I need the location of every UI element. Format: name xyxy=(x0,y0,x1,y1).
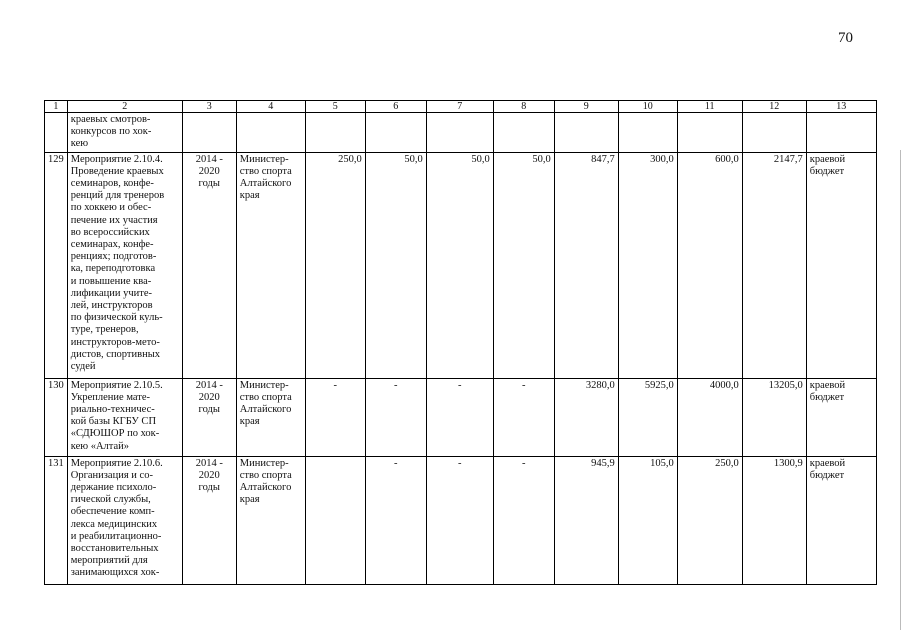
header-cell: 3 xyxy=(182,101,236,113)
table-cell xyxy=(426,113,493,153)
executor-cell: Министер- ство спорта Алтайского края xyxy=(236,152,305,378)
funding-source-cell: краевой бюджет xyxy=(806,378,876,456)
value-cell: 50,0 xyxy=(426,152,493,378)
header-cell: 12 xyxy=(742,101,806,113)
row-number-cell: 130 xyxy=(45,378,68,456)
value-cell: - xyxy=(426,456,493,584)
activity-name-cell: Мероприятие 2.10.5. Укрепление мате- риально-техничес- кой базы КГБУ СП «СДЮШОР по хок- кею «Алтай» xyxy=(67,378,182,456)
total-cell: 2147,7 xyxy=(742,152,806,378)
table-cell xyxy=(554,113,618,153)
header-cell: 11 xyxy=(677,101,742,113)
executor-cell: Министер- ство спорта Алтайского края xyxy=(236,378,305,456)
value-cell: 50,0 xyxy=(365,152,426,378)
funding-source-cell: краевой бюджет xyxy=(806,152,876,378)
table-row xyxy=(45,152,877,378)
table-row xyxy=(45,378,877,456)
funding-source-cell: краевой бюджет xyxy=(806,456,876,584)
header-cell: 1 xyxy=(45,101,68,113)
header-cell: 8 xyxy=(493,101,554,113)
period-cell: 2014 - 2020 годы xyxy=(182,152,236,378)
row-number-cell: 131 xyxy=(45,456,68,584)
budget-table xyxy=(44,100,877,585)
scan-edge-line xyxy=(900,150,901,630)
total-cell: 13205,0 xyxy=(742,378,806,456)
value-cell: - xyxy=(493,378,554,456)
executor-cell: Министер- ство спорта Алтайского края xyxy=(236,456,305,584)
value-cell: - xyxy=(365,456,426,584)
period-cell: 2014 - 2020 годы xyxy=(182,456,236,584)
table-cell xyxy=(182,113,236,153)
value-cell: 600,0 xyxy=(677,152,742,378)
value-cell: 105,0 xyxy=(618,456,677,584)
table-cell xyxy=(236,113,305,153)
value-cell: 250,0 xyxy=(305,152,365,378)
table-row-continuation xyxy=(45,113,877,153)
activity-name-cell: Мероприятие 2.10.4. Проведение краевых семинаров, конфе- ренций для тренеров по хоккею и обес- печение их участия во всероссийских семинарах, конфе- ренциях; подготов- ка, переподготовка и повышение ква- лификации учите- лей, инструкторов по физической куль- туре, тренеров, инструкторов-мето- дистов, спортивных судей xyxy=(67,152,182,378)
value-cell: 3280,0 xyxy=(554,378,618,456)
value-cell: 945,9 xyxy=(554,456,618,584)
header-cell: 4 xyxy=(236,101,305,113)
header-cell: 10 xyxy=(618,101,677,113)
value-cell: - xyxy=(365,378,426,456)
total-cell: 1300,9 xyxy=(742,456,806,584)
header-cell: 5 xyxy=(305,101,365,113)
value-cell: 847,7 xyxy=(554,152,618,378)
table-cell xyxy=(742,113,806,153)
value-cell: 5925,0 xyxy=(618,378,677,456)
table-row xyxy=(45,456,877,584)
value-cell: 300,0 xyxy=(618,152,677,378)
table-cell xyxy=(806,113,876,153)
value-cell: 4000,0 xyxy=(677,378,742,456)
row-number-cell xyxy=(45,113,68,153)
header-cell: 7 xyxy=(426,101,493,113)
value-cell: - xyxy=(426,378,493,456)
value-cell: 50,0 xyxy=(493,152,554,378)
table-cell xyxy=(493,113,554,153)
value-cell: - xyxy=(305,378,365,456)
value-cell: 250,0 xyxy=(677,456,742,584)
table-cell xyxy=(618,113,677,153)
table-cell xyxy=(677,113,742,153)
header-cell: 2 xyxy=(67,101,182,113)
header-cell: 6 xyxy=(365,101,426,113)
page-number: 70 xyxy=(838,30,853,46)
table-cell xyxy=(365,113,426,153)
header-row xyxy=(45,101,877,113)
activity-name-cell: краевых смотров- конкурсов по хок- кею xyxy=(67,113,182,153)
header-cell: 13 xyxy=(806,101,876,113)
activity-name-cell: Мероприятие 2.10.6. Организация и со- держание психоло- гической службы, обеспечение комп- лекса медицинских и реабилитационно- восстановительных мероприятий для занимающихся хок- xyxy=(67,456,182,584)
header-cell: 9 xyxy=(554,101,618,113)
value-cell xyxy=(305,456,365,584)
period-cell: 2014 - 2020 годы xyxy=(182,378,236,456)
value-cell: - xyxy=(493,456,554,584)
table-cell xyxy=(305,113,365,153)
row-number-cell: 129 xyxy=(45,152,68,378)
